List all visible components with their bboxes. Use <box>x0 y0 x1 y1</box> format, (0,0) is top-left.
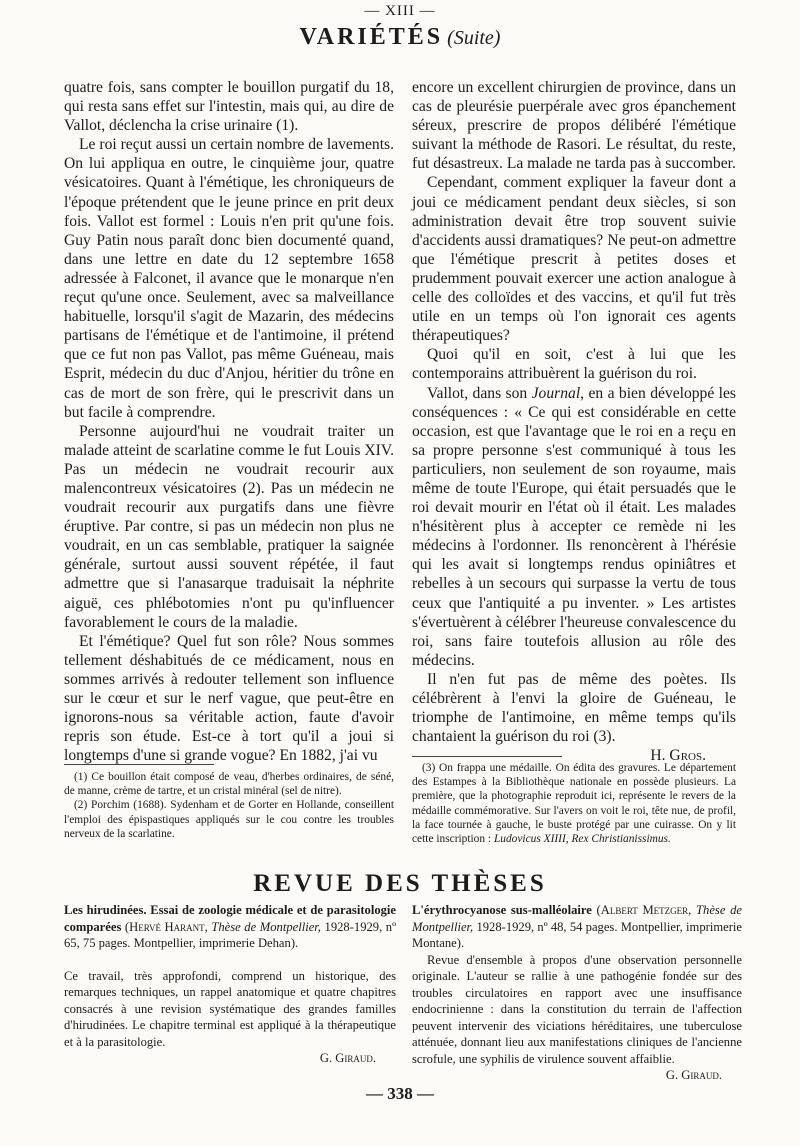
left-paragraph-4: Et l'émétique? Quel fut son rôle? Nous sommes tellement déshabitués de ce médicament, nous en sommes arrivés à redouter tellement son influence sur le cœur et sur le nerf vague, que peut-être en ignorons-nous sa véritable action, faute d'avoir repris son étude. Est-ce à tort qu'il a joui si longtemps d'une si grande vogue? En 1882, j'ai vu <box>64 632 394 765</box>
right-paragraph-1: encore un excellent chirurgien de province, dans un cas de pleurésie puerpérale avec gros épanchement séreux, prescrire de propos délibéré l'émétique suivant la méthode de Rasori. Le résultat, du reste, fut désastreux. La malade ne tarda pas à succomber. <box>412 79 736 173</box>
thesis-right-author: (Albert Metzger, <box>596 903 692 917</box>
footnotes-right <box>412 761 736 846</box>
footnote-rule-right <box>412 756 562 757</box>
right-paragraph-5: Il n'en fut pas de même des poètes. Ils célébrèrent à l'envi la gloire de Guéneau, le triomphe de l'antimoine, en même temps qu'ils chantaient la guérison du roi (3). <box>412 670 736 746</box>
left-paragraph-2: Le roi reçut aussi un certain nombre de lavements. On lui appliqua en outre, le cinquième jour, quatre vésicatoires. Quant à l'émétique, les chroniqueurs de l'époque prétendent que le jeune prince en prit deux fois. Vallot est formel : Louis n'en prit qu'une fois. Guy Patin nous paraît donc bien documenté quand, dans une lettre en date du 12 septembre 1658 adressée à Falconet, il avance que le monarque n'en reçut qu'une once. Seulement, avec sa malveillance habituelle, lorsqu'il s'agit de Mazarin, des médecins partisans de l'émétique et de l'antimoine, il prétend que ce fut non pas Vallot, pas même Guéneau, mais Esprit, médecin du duc d'Anjou, héritier du trône en cas de mort de son frère, qui le prescrivit dans un but facile à comprendre. <box>64 136 394 421</box>
thesis-left-body: Ce travail, très approfondi, comprend un historique, des remarques techniques, un rappel anatomique et quatre chapitres consacrés à une revision systématique des grandes familles d'hirudinées. Le chapitre terminal est appliqué à la thérapeutique et à la parasitologie. <box>64 968 396 1049</box>
left-paragraph-1: quatre fois, sans compter le bouillon purgatif du 18, qui resta sans effet sur l'intestin, mais qui, au dire de Vallot, déclencha la crise urinaire (1). <box>64 79 394 135</box>
thesis-left-author: (Hervé Harant, <box>124 919 208 934</box>
page-number: — 338 — <box>366 1084 434 1103</box>
section-title-suite: (Suite) <box>447 27 501 49</box>
roman-page-header: — XIII — <box>364 3 436 19</box>
thesis-left-thesis: Thèse de Montpellier, <box>211 919 321 934</box>
footnote-3 <box>412 761 736 846</box>
right-column <box>412 78 736 765</box>
thesis-review-left <box>64 902 396 1067</box>
author-signature: H. Gros. <box>650 747 706 765</box>
thesis-right-thesis: Thèse de Montpellier, <box>412 903 742 934</box>
section-title <box>0 24 800 51</box>
thesis-review-right <box>412 902 742 1084</box>
thesis-right-title: L'érythrocyanose sus-malléolaire <box>412 903 592 917</box>
footnote-3-text: (3) On frappa une médaille. On édita des gravures. Le département des Estampes à la Bibliothèque nationale en possède plusieurs. La première, que la photographie reproduit ici, représente le revers de la médaille commémorative. Sur l'avers on voit le roi, tête nue, de profil, la face tournée à gauche, le buste protégé par une cuirasse. On y lit cette inscription : <box>412 762 736 846</box>
vallot-intro: Vallot, dans son <box>427 384 532 402</box>
footnote-2: (2) Porchim (1688). Sydenham et de Gorter en Hollande, conseillent l'emploi des épispastiques appliqués sur le cou contre les troubles nerveux de la scarlatine. <box>64 799 394 840</box>
medal-inscription: Ludovicus XIIII, Rex Christianissimus. <box>493 833 671 846</box>
section-title-main: VARIÉTÉS <box>299 24 444 50</box>
right-paragraph-2: Cependant, comment expliquer la faveur dont a joui ce médicament pendant deux siècles, si son administration devait être trop souvent suivie d'accidents aussi dramatiques? Ne peut-on admettre que l'émétique prescrit à petites doses et prudemment pouvait exercer une action analogue à celle des colloïdes et des vaccins, et qu'il fut très utile en un temps où l'on ignorait ces agents thérapeutiques? <box>412 174 736 345</box>
thesis-right-citation <box>412 902 742 952</box>
thesis-left-details: 1928-1929, nº 65, 75 pages. Montpellier, imprimerie Dehan). <box>64 919 396 950</box>
footnote-1: (1) Ce bouillon était composé de veau, d'herbes ordinaires, de séné, de manne, crème de tartre, et un cristal minéral (sel de nitre). <box>64 771 394 798</box>
thesis-left-signature: G. Giraud. <box>319 1051 376 1065</box>
thesis-right-body: Revue d'ensemble à propos d'une observation personnelle originale. L'auteur se rallie à une pathogénie fondée sur des troubles circulatoires en rapport avec une insuffisance endocrinienne : dans la constitution du terrain de l'affection peuvent intervenir des viciations héréditaires, une tuberculose atténuée, donnant lieu aux manifestations cliniques de l'ancienne scrofule, une syphilis de virulence souvent affaiblie. <box>412 952 742 1066</box>
left-paragraph-3: Personne aujourd'hui ne voudrait traiter un malade atteint de scarlatine comme le fut Louis XIV. Pas un médecin ne voudrait recourir aux malencontreux vésicatoires (2). Pas un médecin ne voudrait recourir aux purgatifs dans une fièvre éruptive. Par contre, si pas un médecin non plus ne voudrait, en un cas semblable, pratiquer la saignée générale, surtout aussi souvent répétée, il faut admettre que si l'anasarque traduisait la néphrite aiguë, ces phlébotomies n'ont pu qu'influencer favorablement le cours de la maladie. <box>64 422 394 631</box>
revue-des-theses-heading: REVUE DES THÈSES <box>253 870 547 897</box>
vallot-quote: , en a bien développé les conséquences : « Ce qui est considérable en cette occasion, est que l'avantage que le roi en a reçu en sa propre personne s'est communiqué à tous les particuliers, non seulement de son royaume, mais même de toute l'Europe, qui était persuadés que le roi devait mourir en l'état où il était. Les malades n'hésitèrent plus à accepter ce remède ni les médecins à l'ordonner. Ils renoncèrent à l'hérésie qui les avait si longtemps rendus opiniâtres et rebelles à un secours qui surpasse la vertu de tous ceux que l'antiquité a pu inventer. » Les artistes s'évertuèrent à célébrer l'heureuse convalescence du roi, sans faire toutefois allusion au rôle des médecins. <box>412 384 737 669</box>
thesis-left-title: Les hirudinées. Essai de zoologie médicale et de parasitologie comparées <box>64 903 396 934</box>
thesis-right-details: 1928-1929, nº 48, 54 pages. Montpellier, imprimerie Montane). <box>412 919 742 950</box>
thesis-left-citation <box>64 902 396 952</box>
right-paragraph-4 <box>412 384 736 670</box>
footnotes-left <box>64 770 394 841</box>
journal-title: Journal <box>531 384 581 402</box>
left-column <box>64 78 394 765</box>
right-paragraph-3: Quoi qu'il en soit, c'est à lui que les contemporains attribuèrent la guérison du roi. <box>412 346 736 383</box>
thesis-right-signature: G. Giraud. <box>665 1068 722 1082</box>
footnote-rule-left <box>64 764 214 765</box>
